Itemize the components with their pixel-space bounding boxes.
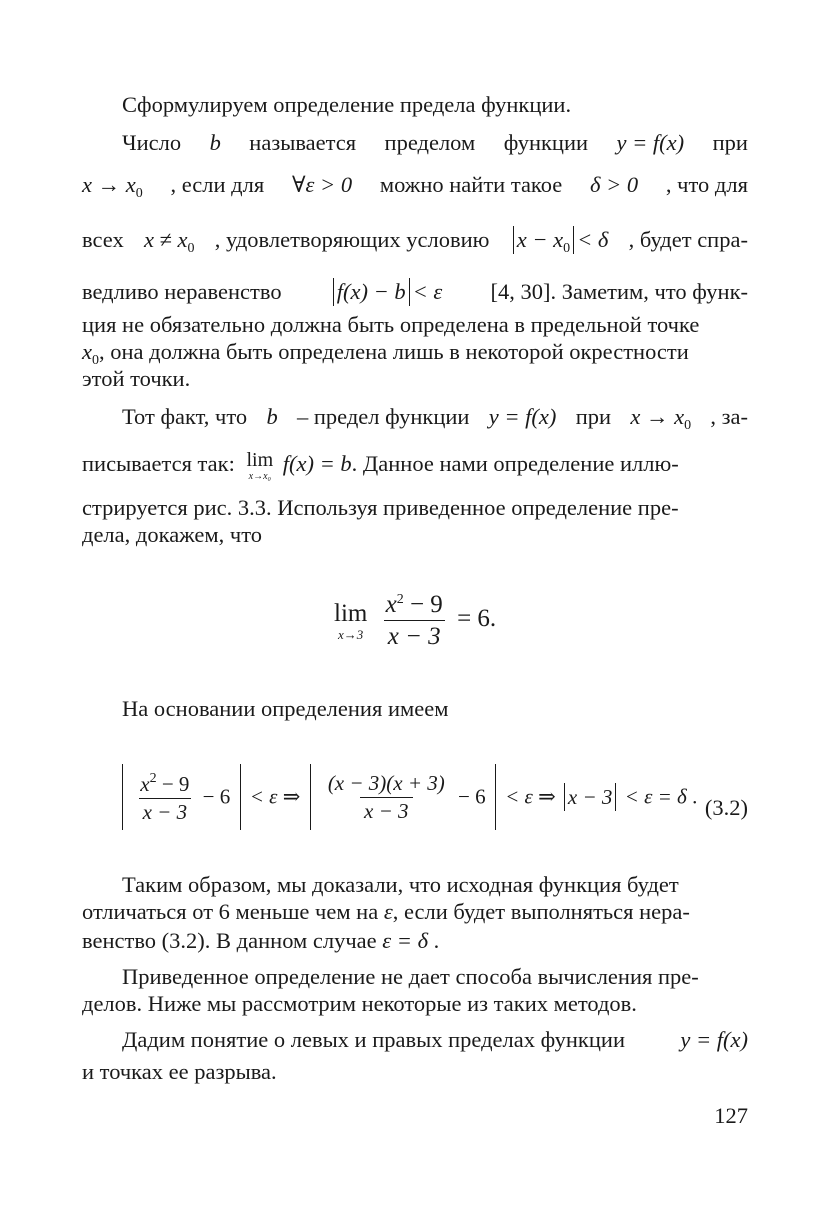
paragraph-line [122, 132, 748, 155]
paragraph-line [82, 1061, 748, 1084]
text: функции [503, 130, 589, 155]
text: этой точки. [82, 366, 191, 391]
paragraph-line [122, 94, 748, 117]
equation-3-2: $\frac{x^2 - 9}{x - 3}$ − 6 < ε ⇒ $\frac{(x - 3)(x + 3)}{x - 3}$ − 6 < ε ⇒ x − 3 < ε = δ . [118, 764, 678, 830]
text: Таким образом, мы доказали, что исходная функция будет [122, 872, 679, 897]
text: – предел функции [296, 404, 470, 429]
text: при [575, 404, 612, 429]
paragraph-line [122, 698, 748, 721]
paragraph-line [82, 226, 748, 256]
paragraph-line [82, 450, 748, 482]
text: дела, докажем, что [82, 522, 262, 547]
formula-x-neq-x0: $x \ne x_0$ [143, 227, 195, 256]
text: и точках ее разрыва. [82, 1059, 277, 1084]
paragraph-line: венство (3.2). В данном случае ε = δ . [82, 928, 440, 953]
paragraph-line [122, 966, 748, 989]
text: ведливо неравенство [82, 279, 282, 304]
equals-six: = 6 [457, 605, 490, 633]
text: Дадим понятие о левых и правых пределах функции [122, 1027, 625, 1052]
text: можно найти такое [379, 172, 563, 197]
limit-operator: lim x→x₀ [246, 449, 274, 482]
text: всех [82, 227, 124, 252]
paragraph-line: $x_0$, она должна быть определена лишь в некоторой окрестности [82, 339, 689, 368]
text: пределом [384, 130, 476, 155]
text: Приведенное определение не дает способа вычисления пре- [122, 964, 699, 989]
formula-abs-x-x0: $x - x_0 < \delta$ [510, 226, 609, 256]
paragraph-line [82, 993, 748, 1016]
text: делов. Ниже мы рассмотрим некоторые из таких методов. [82, 991, 637, 1016]
paragraph-line [82, 497, 748, 520]
text: при [712, 130, 748, 155]
text: , удовлетворяющих условию [214, 227, 490, 252]
text: . Данное нами определение иллю- [351, 451, 679, 477]
formula-fx-b: f(x) = b [282, 451, 352, 477]
text: , что для [665, 172, 748, 197]
text: Сформулируем определение предела функции. [122, 92, 572, 117]
formula-x-to-x0: $x \to x_0$ [82, 172, 143, 201]
text: писывается так: [82, 451, 235, 477]
paragraph-line [82, 314, 748, 337]
text: венство (3.2). В данном случае [82, 928, 377, 953]
page-number: 127 [714, 1103, 748, 1128]
text: , если для [170, 172, 265, 197]
fraction: $\frac{(x - 3)(x + 3)}{x - 3}$ [327, 770, 445, 823]
math-b: b [266, 404, 278, 429]
paragraph-line [82, 174, 748, 201]
text: называется [249, 130, 357, 155]
text: , за- [710, 404, 748, 429]
text: Число [122, 130, 182, 155]
text: , будет спра- [628, 227, 748, 252]
paragraph-line [122, 874, 748, 897]
text: отличаться от 6 меньше чем на [82, 899, 379, 924]
text: На основании определения имеем [122, 696, 449, 721]
math-x: x [82, 339, 92, 364]
formula-forall-eps: ∀ε > 0 [291, 172, 353, 197]
text: стрируется рис. 3.3. Используя приведенное определение пре- [82, 495, 679, 520]
paragraph-line [122, 406, 748, 433]
formula-y-fx: y = f(x) [616, 130, 685, 155]
text: ция не обязательно должна быть определена в предельной точке [82, 312, 700, 337]
equation-number: (3.2) [704, 795, 748, 820]
formula-y-fx: y = f(x) [680, 1027, 748, 1052]
text: Тот факт, что [122, 404, 248, 429]
paragraph-line [82, 524, 748, 547]
paragraph-line [82, 368, 748, 391]
text: [4, 30]. Заметим, что функ- [490, 279, 748, 304]
formula-abs-fx-b: f(x) − b < ε [330, 278, 443, 306]
equation-limit: lim x→3 $\frac{x^2 - 9}{x - 3}$ = 6. [334, 591, 497, 650]
math-b: b [209, 130, 221, 155]
formula-y-fx: y = f(x) [488, 404, 557, 429]
formula-x-to-x0: $x \to x_0$ [630, 404, 692, 433]
fraction: $\frac{x^2 - 9}{x - 3}$ [140, 770, 190, 824]
formula-delta: δ > 0 [590, 172, 639, 197]
math-eps: ε [383, 899, 393, 924]
text: , она должна быть определена лишь в некоторой окрестности [99, 339, 689, 364]
limit-operator: lim x→3 [334, 599, 368, 642]
formula-eps-delta: ε = δ [382, 928, 429, 953]
paragraph-line [82, 901, 748, 924]
paragraph-line [82, 278, 748, 306]
text: , если будет выполняться нера- [392, 899, 690, 924]
fraction: $\frac{x^2 - 9}{x - 3}$ [385, 591, 443, 650]
paragraph-line [122, 1029, 748, 1052]
